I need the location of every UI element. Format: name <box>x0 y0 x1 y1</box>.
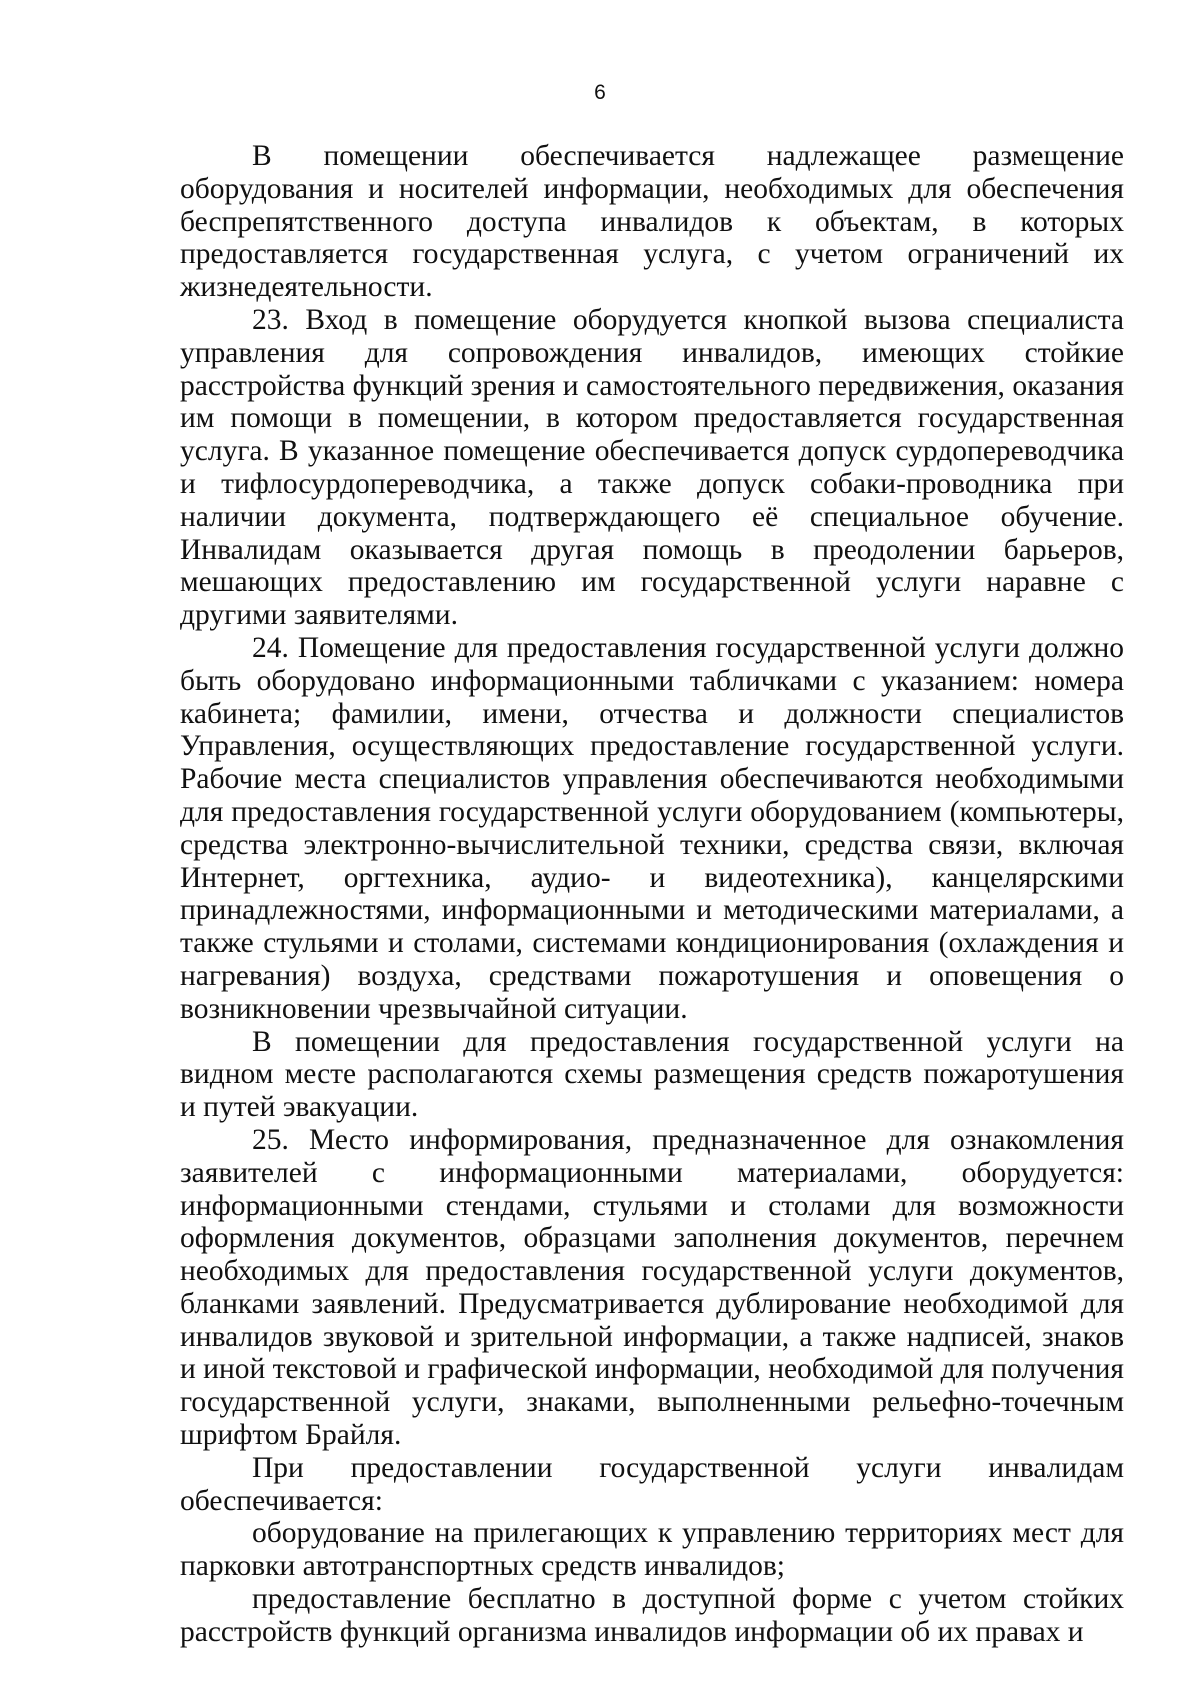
paragraph-free-information: предоставление бесплатно в доступной форме с учетом стойких расстройств функций организма инвалидов информации об их правах и <box>180 1583 1124 1648</box>
paragraph-24-room-equipment: 24. Помещение для предоставления государственной услуги должно быть оборудовано информационными табличками с указанием: номера кабинета; фамилии, имени, отчества и должности специалистов Управления, осуществляющих предоставление государственной услуги. Рабочие места специалистов управления обеспечиваются необходимыми для предоставления государственной услуги оборудованием (компьютеры, средства электронно-вычислительной техники, средства связи, включая Интернет, оргтехника, аудио- и видеотехника), канцелярскими принадлежностями, информационными и методическими материалами, а также стульями и столами, системами кондиционирования (охлаждения и нагревания) воздуха, средствами пожаротушения и оповещения о возникновении чрезвычайной ситуации. <box>180 631 1124 1025</box>
paragraph-parking: оборудование на прилегающих к управлению территориях мест для парковки автотранспортных средств инвалидов; <box>180 1517 1124 1583</box>
paragraph-evacuation-schemes: В помещении для предоставления государственной услуги на видном месте располагаются схемы размещения средств пожаротушения и путей эвакуации. <box>180 1025 1124 1124</box>
paragraph-23-entrance: 23. Вход в помещение оборудуется кнопкой вызова специалиста управления для сопровождения инвалидов, имеющих стойкие расстройства функций зрения и самостоятельного передвижения, оказания им помощи в помещении, в котором предоставляется государственная услуга. В указанное помещение обеспечивается допуск сурдопереводчика и тифлосурдопереводчика, а также допуск собаки-проводника при наличии документа, подтверждающего её специальное обучение. Инвалидам оказывается другая помощь в преодолении барьеров, мешающих предоставлению им государственной услуги наравне с другими заявителями. <box>180 303 1124 632</box>
paragraph-premises-equipment: В помещении обеспечивается надлежащее размещение оборудования и носителей информации, необходимых для обеспечения беспрепятственного доступа инвалидов к объектам, в которых предоставляется государственная услуга, с учетом ограничений их жизнедеятельности. <box>180 140 1124 304</box>
page-number: 6 <box>594 81 606 104</box>
paragraph-disabled-provision-intro: При предоставлении государственной услуги инвалидам обеспечивается: <box>180 1451 1124 1517</box>
document-body <box>180 140 1124 1649</box>
paragraph-25-information-place: 25. Место информирования, предназначенное для ознакомления заявителей с информационными материалами, оборудуется: информационными стендами, стульями и столами для возможности оформления документов, образцами заполнения документов, перечнем необходимых для предоставления государственной услуги документов, бланками заявлений. Предусматривается дублирование необходимой для инвалидов звуковой и зрительной информации, а также надписей, знаков и иной текстовой и графической информации, необходимой для получения государственной услуги, знаками, выполненными рельефно-точечным шрифтом Брайля. <box>180 1123 1124 1452</box>
